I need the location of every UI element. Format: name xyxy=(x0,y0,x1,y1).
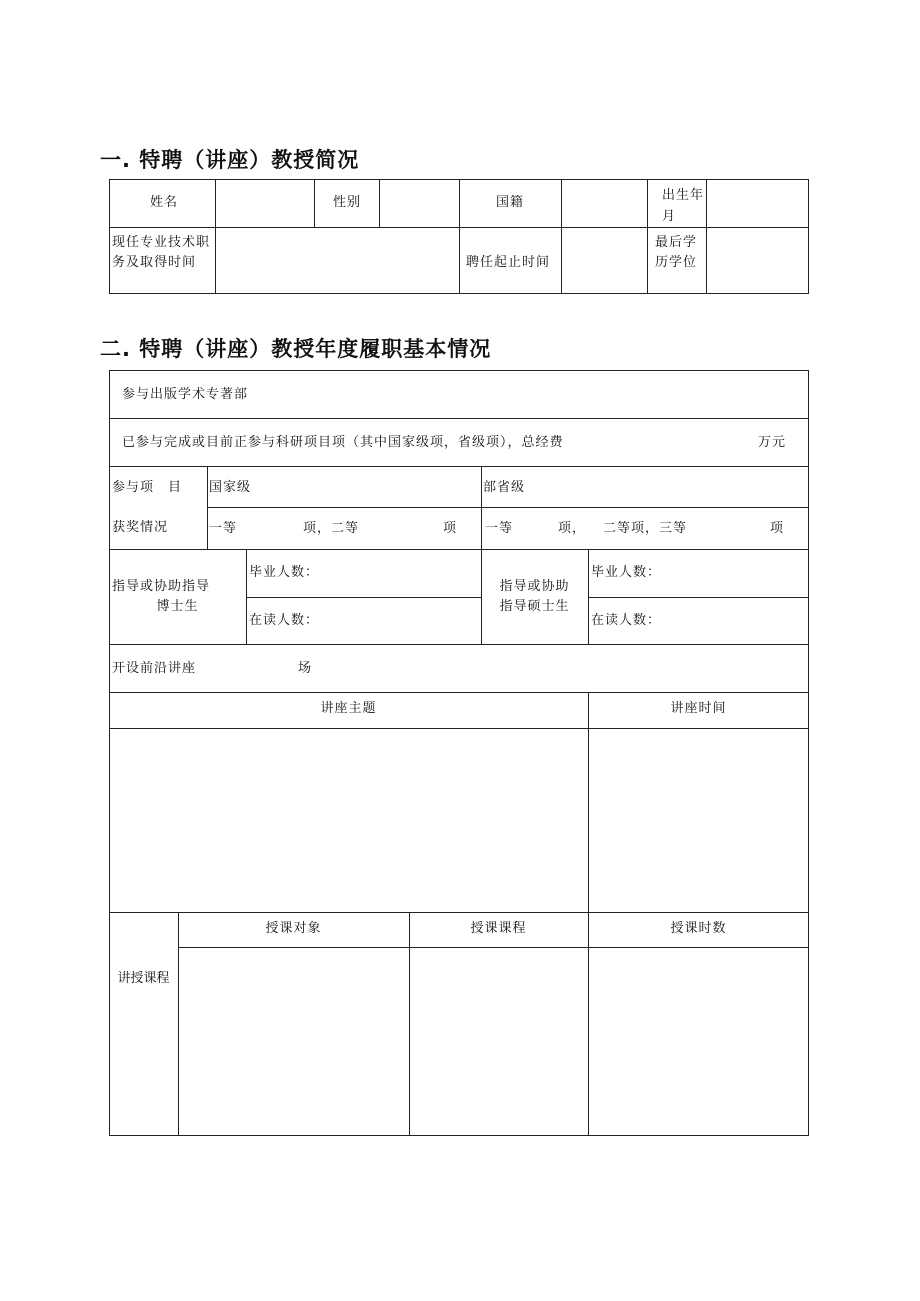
awards-label-line1: 参与项 目 xyxy=(112,480,183,495)
lecture-topic-header: 讲座主题 xyxy=(320,701,377,716)
publications-label: 参与出版学术专著部 xyxy=(122,387,249,402)
name-label: 姓名 xyxy=(150,195,179,210)
row-divider xyxy=(109,728,809,729)
row-divider xyxy=(109,644,809,645)
col-divider xyxy=(561,179,562,294)
row-divider xyxy=(109,692,809,693)
wan-yuan-label: 万元 xyxy=(758,435,787,450)
phd-label-line1: 指导或协助指导 xyxy=(112,579,211,594)
col-divider xyxy=(459,179,460,294)
provincial-item-label: 项， xyxy=(558,521,587,536)
col-divider xyxy=(706,179,707,294)
title-label-line2: 务及取得时间 xyxy=(112,255,197,270)
title-label-line1: 现任专业技术职 xyxy=(112,235,211,250)
row-divider xyxy=(109,912,809,913)
row-divider xyxy=(246,597,481,598)
national-first-label: 一等 xyxy=(209,521,238,536)
col-divider xyxy=(314,179,315,227)
col-divider xyxy=(178,912,179,1136)
col-divider xyxy=(215,179,216,294)
section1-title: 一. 特聘（讲座）教授简况 xyxy=(100,148,360,172)
nationality-label: 国籍 xyxy=(496,195,525,210)
lectures-unit-label: 场 xyxy=(298,661,313,676)
course-hours-header: 授课时数 xyxy=(670,921,727,936)
lectures-label: 开设前沿讲座 xyxy=(112,661,197,676)
course-audience-header: 授课对象 xyxy=(265,921,322,936)
provincial-item2-label: 项 xyxy=(770,521,785,536)
national-label: 国家级 xyxy=(209,480,252,495)
period-label: 聘任起止时间 xyxy=(466,255,551,270)
course-name-header: 授课课程 xyxy=(470,921,527,936)
phd-graduated-label: 毕业人数： xyxy=(249,565,320,580)
row-divider xyxy=(588,597,809,598)
col-divider xyxy=(588,549,589,644)
degree-label-line2: 历学位 xyxy=(655,255,698,270)
provincial-second-third-label: 二等项，三等 xyxy=(603,521,688,536)
provincial-first-label: 一等 xyxy=(485,521,514,536)
col-divider xyxy=(246,549,247,644)
master-enrolled-label: 在读人数： xyxy=(591,613,662,628)
courses-label: 讲授课程 xyxy=(117,971,170,986)
projects-label: 已参与完成或目前正参与科研项目项（其中国家级项，省级项），总经费 xyxy=(122,435,564,450)
master-graduated-label: 毕业人数： xyxy=(591,565,662,580)
degree-label-line1: 最后学 xyxy=(655,235,698,250)
col-divider xyxy=(409,912,410,1136)
birth-label-line2: 月 xyxy=(662,209,677,224)
row-divider xyxy=(207,507,809,508)
gender-label: 性别 xyxy=(333,195,362,210)
national-item2-label: 项 xyxy=(443,521,458,536)
col-divider xyxy=(379,179,380,227)
birth-label-line1: 出生年 xyxy=(662,188,705,203)
col-divider xyxy=(647,179,648,294)
col-divider xyxy=(207,466,208,549)
master-label-line2: 指导硕士生 xyxy=(499,599,570,614)
phd-enrolled-label: 在读人数： xyxy=(249,613,320,628)
master-label-line1: 指导或协助 xyxy=(499,579,570,594)
phd-label-line2: 博士生 xyxy=(156,599,199,614)
section2-title: 二. 特聘（讲座）教授年度履职基本情况 xyxy=(100,337,492,361)
awards-label-line2: 获奖情况 xyxy=(112,520,169,535)
row-divider xyxy=(109,418,809,419)
row-divider xyxy=(178,947,809,948)
lecture-time-header: 讲座时间 xyxy=(670,701,727,716)
row-divider xyxy=(109,466,809,467)
provincial-label: 部省级 xyxy=(483,480,526,495)
national-item-label: 项，二等 xyxy=(303,521,360,536)
row-divider xyxy=(109,549,809,550)
col-divider xyxy=(588,692,589,1136)
